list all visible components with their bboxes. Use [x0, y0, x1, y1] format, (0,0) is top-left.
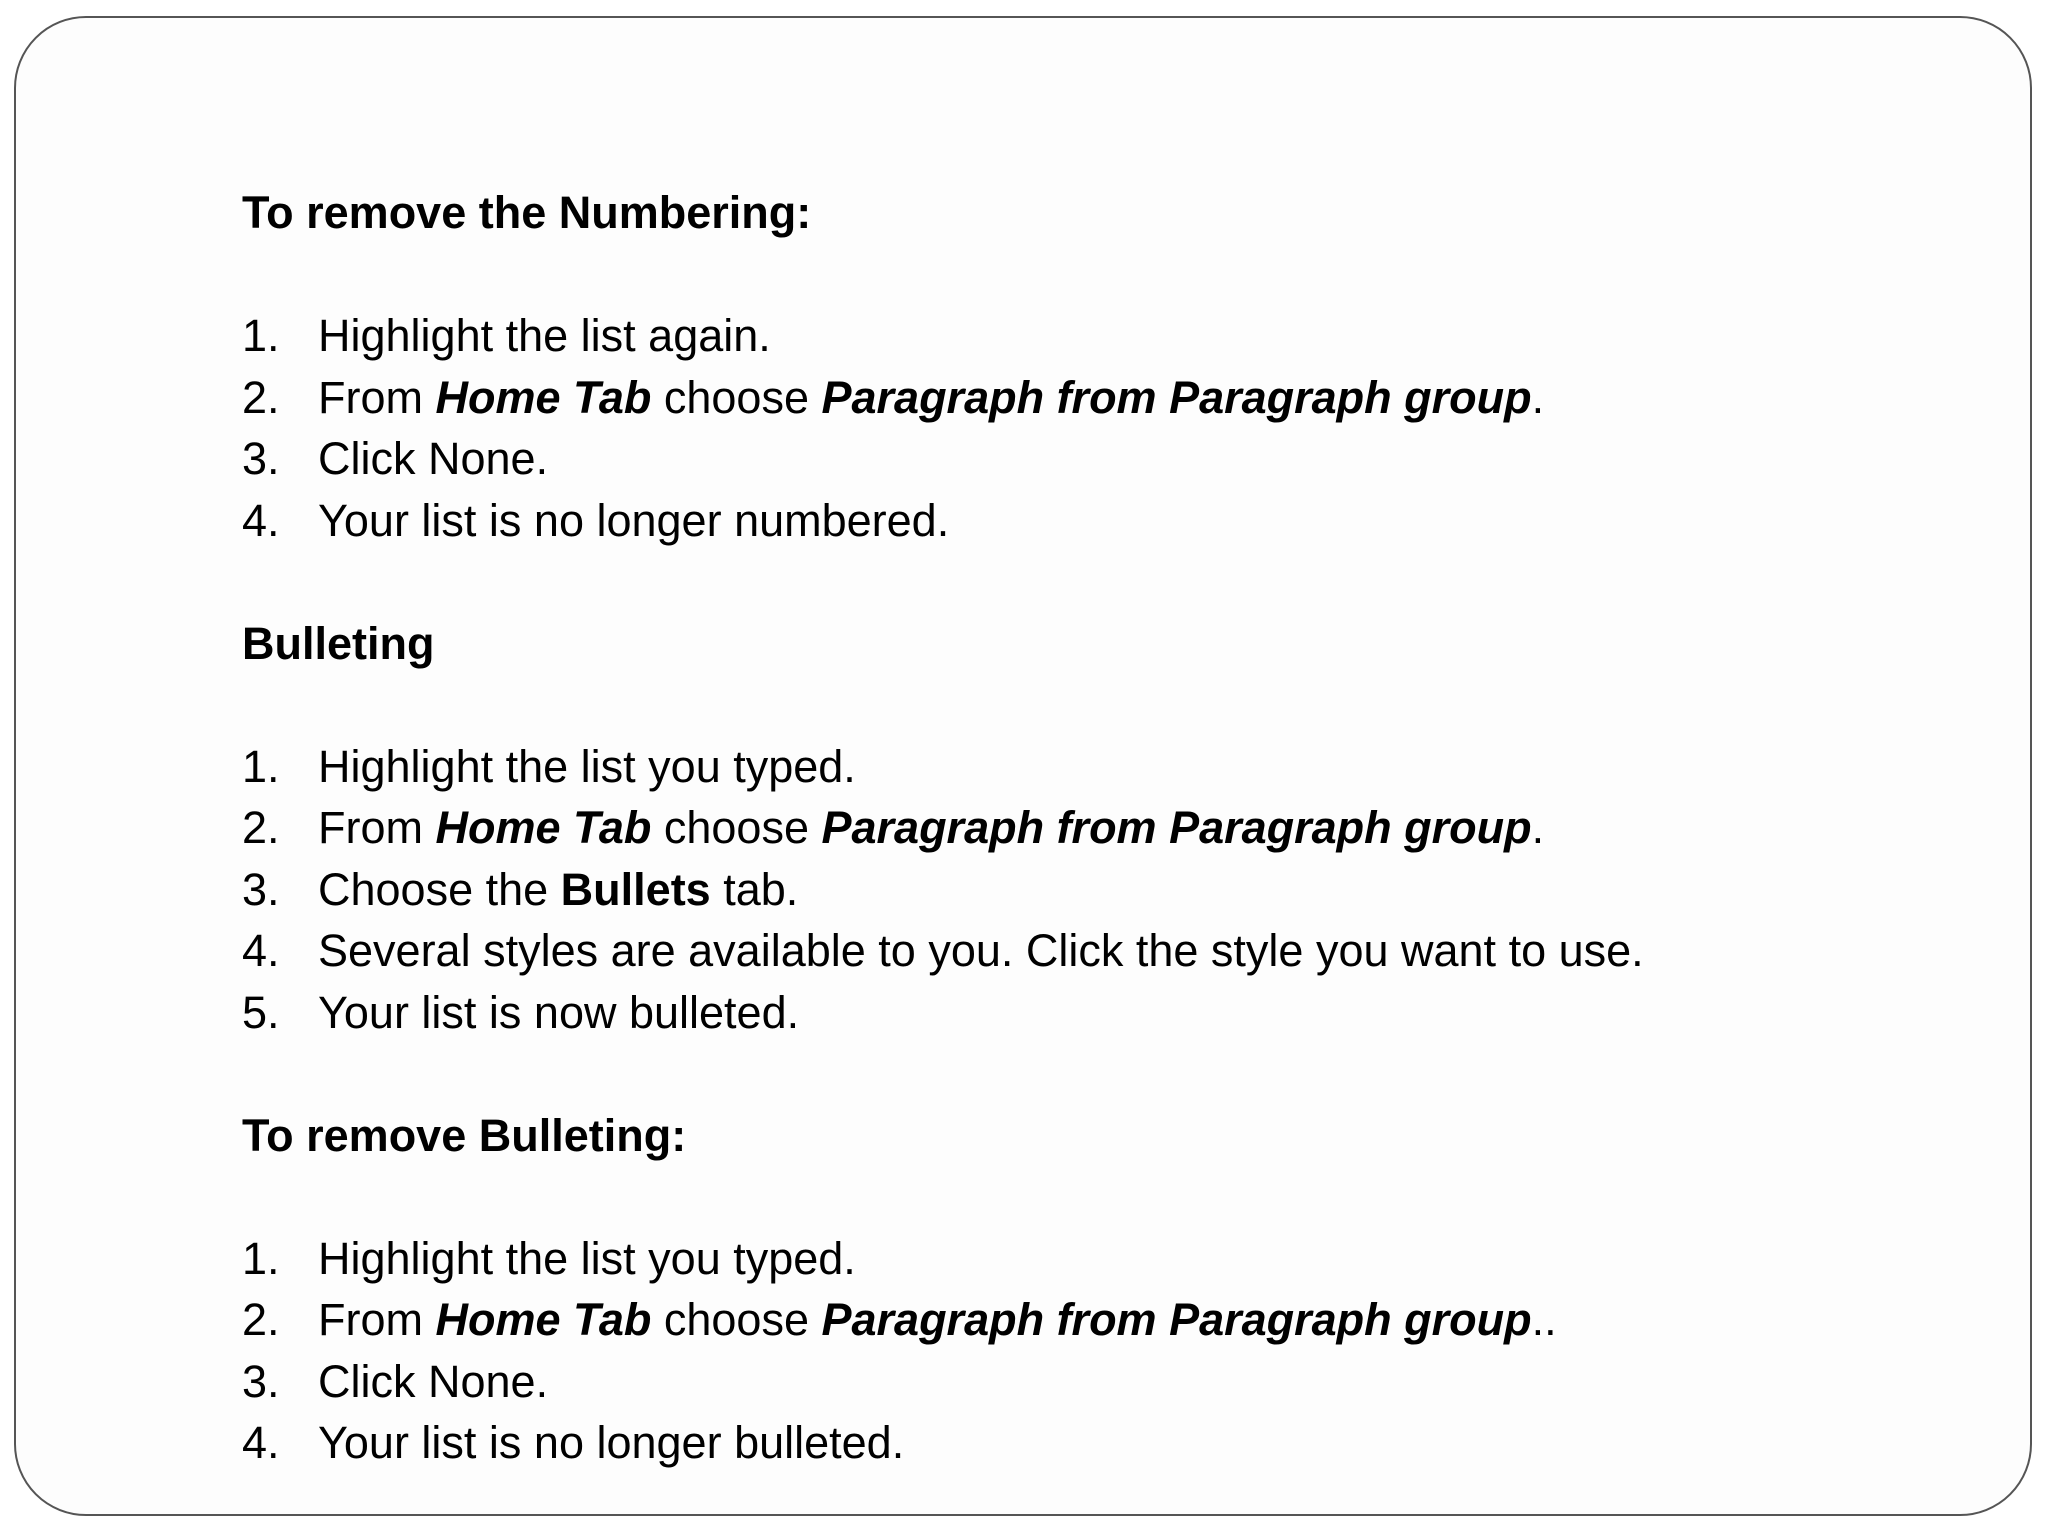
step-text-emphasis: Home Tab [435, 802, 652, 853]
step-text: Click None. [318, 433, 549, 484]
list-item [242, 920, 1942, 982]
step-number: 3. [242, 433, 280, 484]
step-text: Your list is now bulleted. [318, 986, 800, 1038]
list-item [242, 1228, 1942, 1290]
step-text-emphasis: Bullets [560, 863, 711, 915]
slide-frame [14, 16, 2032, 1516]
step-text: Highlight the list you typed. [318, 1232, 856, 1284]
step-number: 1. [242, 740, 280, 792]
slide-content [242, 182, 1942, 1474]
step-text: .. [1531, 1294, 1557, 1345]
step-text-emphasis: Home Tab [435, 1294, 652, 1345]
step-text: choose [651, 1294, 822, 1345]
spacer [242, 1166, 1942, 1228]
step-number: 4. [242, 494, 280, 546]
spacer [242, 244, 1942, 306]
step-text: choose [651, 371, 822, 423]
list-item [242, 1351, 1942, 1413]
step-text-emphasis: Home Tab [435, 371, 652, 423]
step-text-emphasis: Paragraph from Paragraph group [821, 371, 1532, 423]
steps-list [242, 305, 1942, 551]
step-text: Click None. [318, 1355, 549, 1407]
step-text: From [318, 371, 436, 423]
list-item [242, 859, 1942, 921]
list-item [242, 797, 1942, 859]
step-text: choose [651, 802, 822, 853]
step-text-emphasis: Paragraph from Paragraph group [821, 802, 1532, 853]
list-item [242, 367, 1942, 429]
spacer [242, 674, 1942, 736]
list-item [242, 428, 1942, 490]
step-text: Your list is no longer bulleted. [318, 1417, 905, 1468]
list-item [242, 305, 1942, 367]
step-text: From [318, 802, 436, 853]
step-number: 3. [242, 1355, 280, 1407]
step-number: 4. [242, 925, 280, 976]
list-item [242, 490, 1942, 552]
list-item [242, 1289, 1942, 1351]
step-number: 2. [242, 1294, 280, 1345]
section-heading-bulleting: Bulleting [242, 617, 435, 669]
steps-list [242, 736, 1942, 1044]
step-text: Highlight the list again. [318, 310, 771, 361]
section-heading-to-remove-bulleting: To remove Bulleting: [242, 1109, 687, 1161]
step-number: 1. [242, 1232, 280, 1284]
step-text: From [318, 1294, 436, 1345]
step-text-emphasis: Paragraph from Paragraph group [821, 1294, 1532, 1345]
spacer [242, 551, 1942, 613]
step-text: Choose the [318, 863, 561, 915]
step-number: 4. [242, 1417, 280, 1468]
list-item [242, 736, 1942, 798]
steps-list [242, 1228, 1942, 1474]
list-item [242, 982, 1942, 1044]
step-text: Highlight the list you typed. [318, 740, 856, 792]
step-text: tab. [710, 863, 799, 915]
step-number: 1. [242, 310, 280, 361]
step-number: 5. [242, 986, 280, 1038]
step-text: . [1531, 371, 1545, 423]
step-number: 2. [242, 802, 280, 853]
step-text: Your list is no longer numbered. [318, 494, 950, 546]
section-heading-to-remove-the-numbering: To remove the Numbering: [242, 187, 812, 238]
step-number: 2. [242, 371, 280, 423]
step-text: . [1531, 802, 1545, 853]
spacer [242, 1043, 1942, 1105]
step-text: Several styles are available to you. Click the style you want to use. [318, 925, 1644, 976]
step-number: 3. [242, 863, 280, 915]
list-item [242, 1412, 1942, 1474]
